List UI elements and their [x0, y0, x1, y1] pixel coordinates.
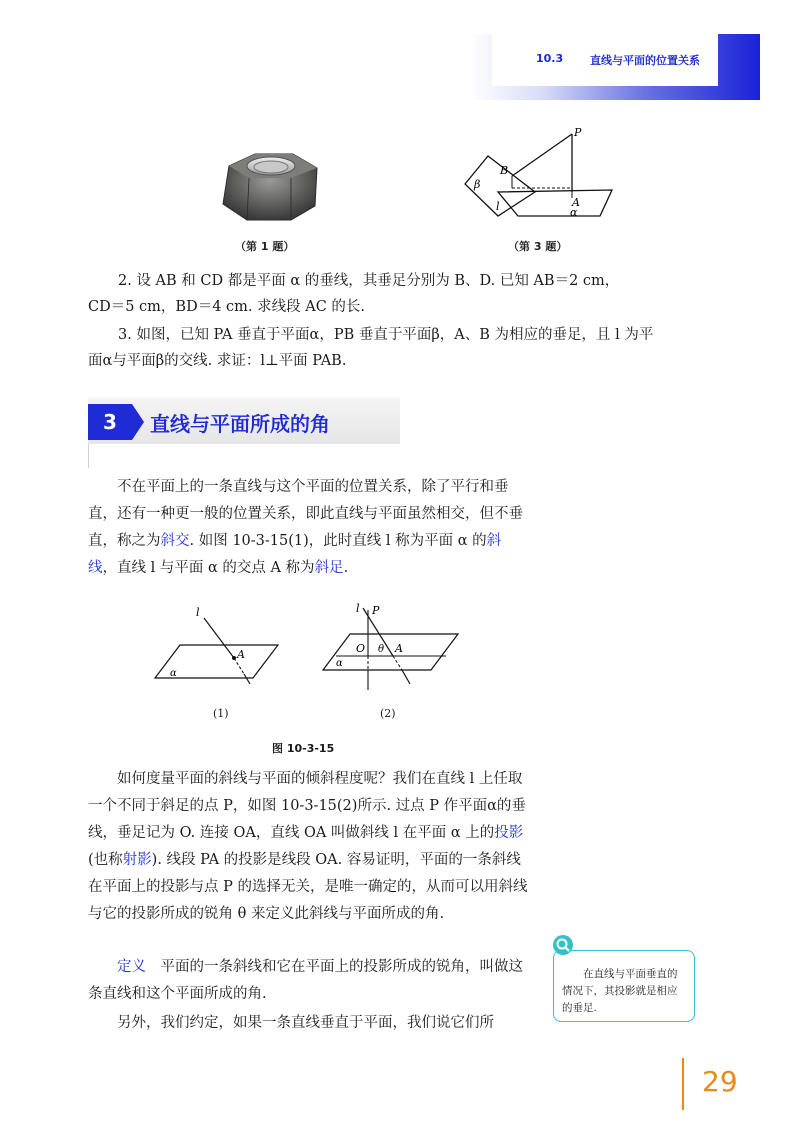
fig1-label-alpha: α — [170, 668, 177, 679]
fig2-label-alpha: α — [336, 658, 343, 669]
label-alpha: α — [570, 206, 578, 219]
magnifier-icon — [553, 935, 573, 955]
keyword-xiezu: 斜足 — [314, 560, 344, 576]
figure-3-diagram — [460, 126, 620, 224]
paragraph-3: 另外，我们约定，如果一条直线垂直于平面，我们说它们所 — [117, 1015, 494, 1031]
keyword-xiejiao: 斜交 — [160, 533, 190, 549]
paragraph-2: 如何度量平面的斜线与平面的倾斜程度呢？我们在直线 l 上任取一个不同于斜足的点 P，如图 10-3-15(2)所示. 过点 P 作平面α的垂线，垂足记为 O. 连接 OA，直线 OA 叫做斜线 l 在平面 α 上的投影(也称射影). 线段 PA 的投影是线段 OA. 容易证明，平面的一条斜线在平面上的投影与点 P 的选择无关，是唯一确定的，从而可以用斜线与它的投影所成的锐角 θ 来定义此斜线与平面所成的角. — [88, 771, 528, 922]
page-number: 29 — [702, 1065, 738, 1098]
fig2-label-A: A — [395, 642, 403, 655]
header-section-title: 直线与平面的位置关系 — [590, 54, 700, 67]
exercise-3-line-1: 3. 如图，已知 PA 垂直于平面α，PB 垂直于平面β，A、B 为相应的垂足，且 l 为平 — [118, 327, 654, 343]
section-arrow — [132, 404, 144, 440]
figure-2-sublabel: (2) — [380, 707, 396, 720]
exercise-3-line-2: 面α与平面β的交线. 求证：l⊥平面 PAB. — [88, 353, 347, 369]
fig1-label-l: l — [196, 606, 200, 619]
figure-1-sublabel: (1) — [213, 707, 229, 720]
figure-1-caption: （第 1 题） — [235, 240, 295, 253]
keyword-touying: 投影 — [494, 825, 524, 841]
keyword-sheying: 射影 — [122, 852, 152, 868]
fig2-label-theta: θ — [378, 644, 385, 655]
exercise-2-line-1: 2. 设 AB 和 CD 都是平面 α 的垂线，其垂足分别为 B、D. 已知 AB＝2 cm， — [118, 273, 620, 289]
figure-10-3-15-part-1 — [150, 600, 290, 700]
definition-paragraph: 定义 平面的一条斜线和它在平面上的投影所成的锐角，叫做这条直线和这个平面所成的角. — [88, 959, 523, 1002]
keyword-xiexian: 斜线 — [88, 533, 502, 576]
figure-3-caption: （第 3 题） — [508, 240, 568, 253]
figure-10-3-15-caption: 图 10-3-15 — [272, 742, 335, 755]
exercise-2-line-2: CD＝5 cm，BD＝4 cm. 求线段 AC 的长. — [88, 299, 366, 315]
header-section-number: 10.3 — [536, 52, 564, 65]
label-l: l — [496, 200, 500, 213]
label-beta: β — [474, 178, 481, 191]
fig2-label-l: l — [356, 602, 360, 615]
fig2-label-P: P — [372, 604, 380, 617]
section-divider — [88, 444, 89, 468]
page-number-divider — [682, 1058, 684, 1110]
figure-10-3-15-part-2 — [318, 600, 468, 700]
fig2-label-O: O — [356, 642, 366, 655]
fig1-label-A: A — [237, 648, 245, 661]
paragraph-1: 不在平面上的一条直线与这个平面的位置关系，除了平行和垂直，还有一种更一般的位置关系，即此直线与平面虽然相交，但不垂直，称之为斜交. 如图 10-3-15(1)，此时直线 l 称为平面 α 的斜线，直线 l 与平面 α 的交点 A 称为斜足. — [88, 479, 523, 576]
section-number: 3 — [88, 404, 132, 440]
label-A: A — [572, 196, 580, 209]
keyword-dingyi: 定义 — [117, 959, 146, 975]
section-title: 直线与平面所成的角 — [150, 412, 330, 436]
label-B: B — [500, 164, 509, 177]
hex-nut-image — [215, 152, 323, 222]
side-note-text: 在直线与平面垂直的情况下，其投影就是相应的垂足. — [562, 968, 678, 1014]
label-P: P — [574, 126, 582, 139]
